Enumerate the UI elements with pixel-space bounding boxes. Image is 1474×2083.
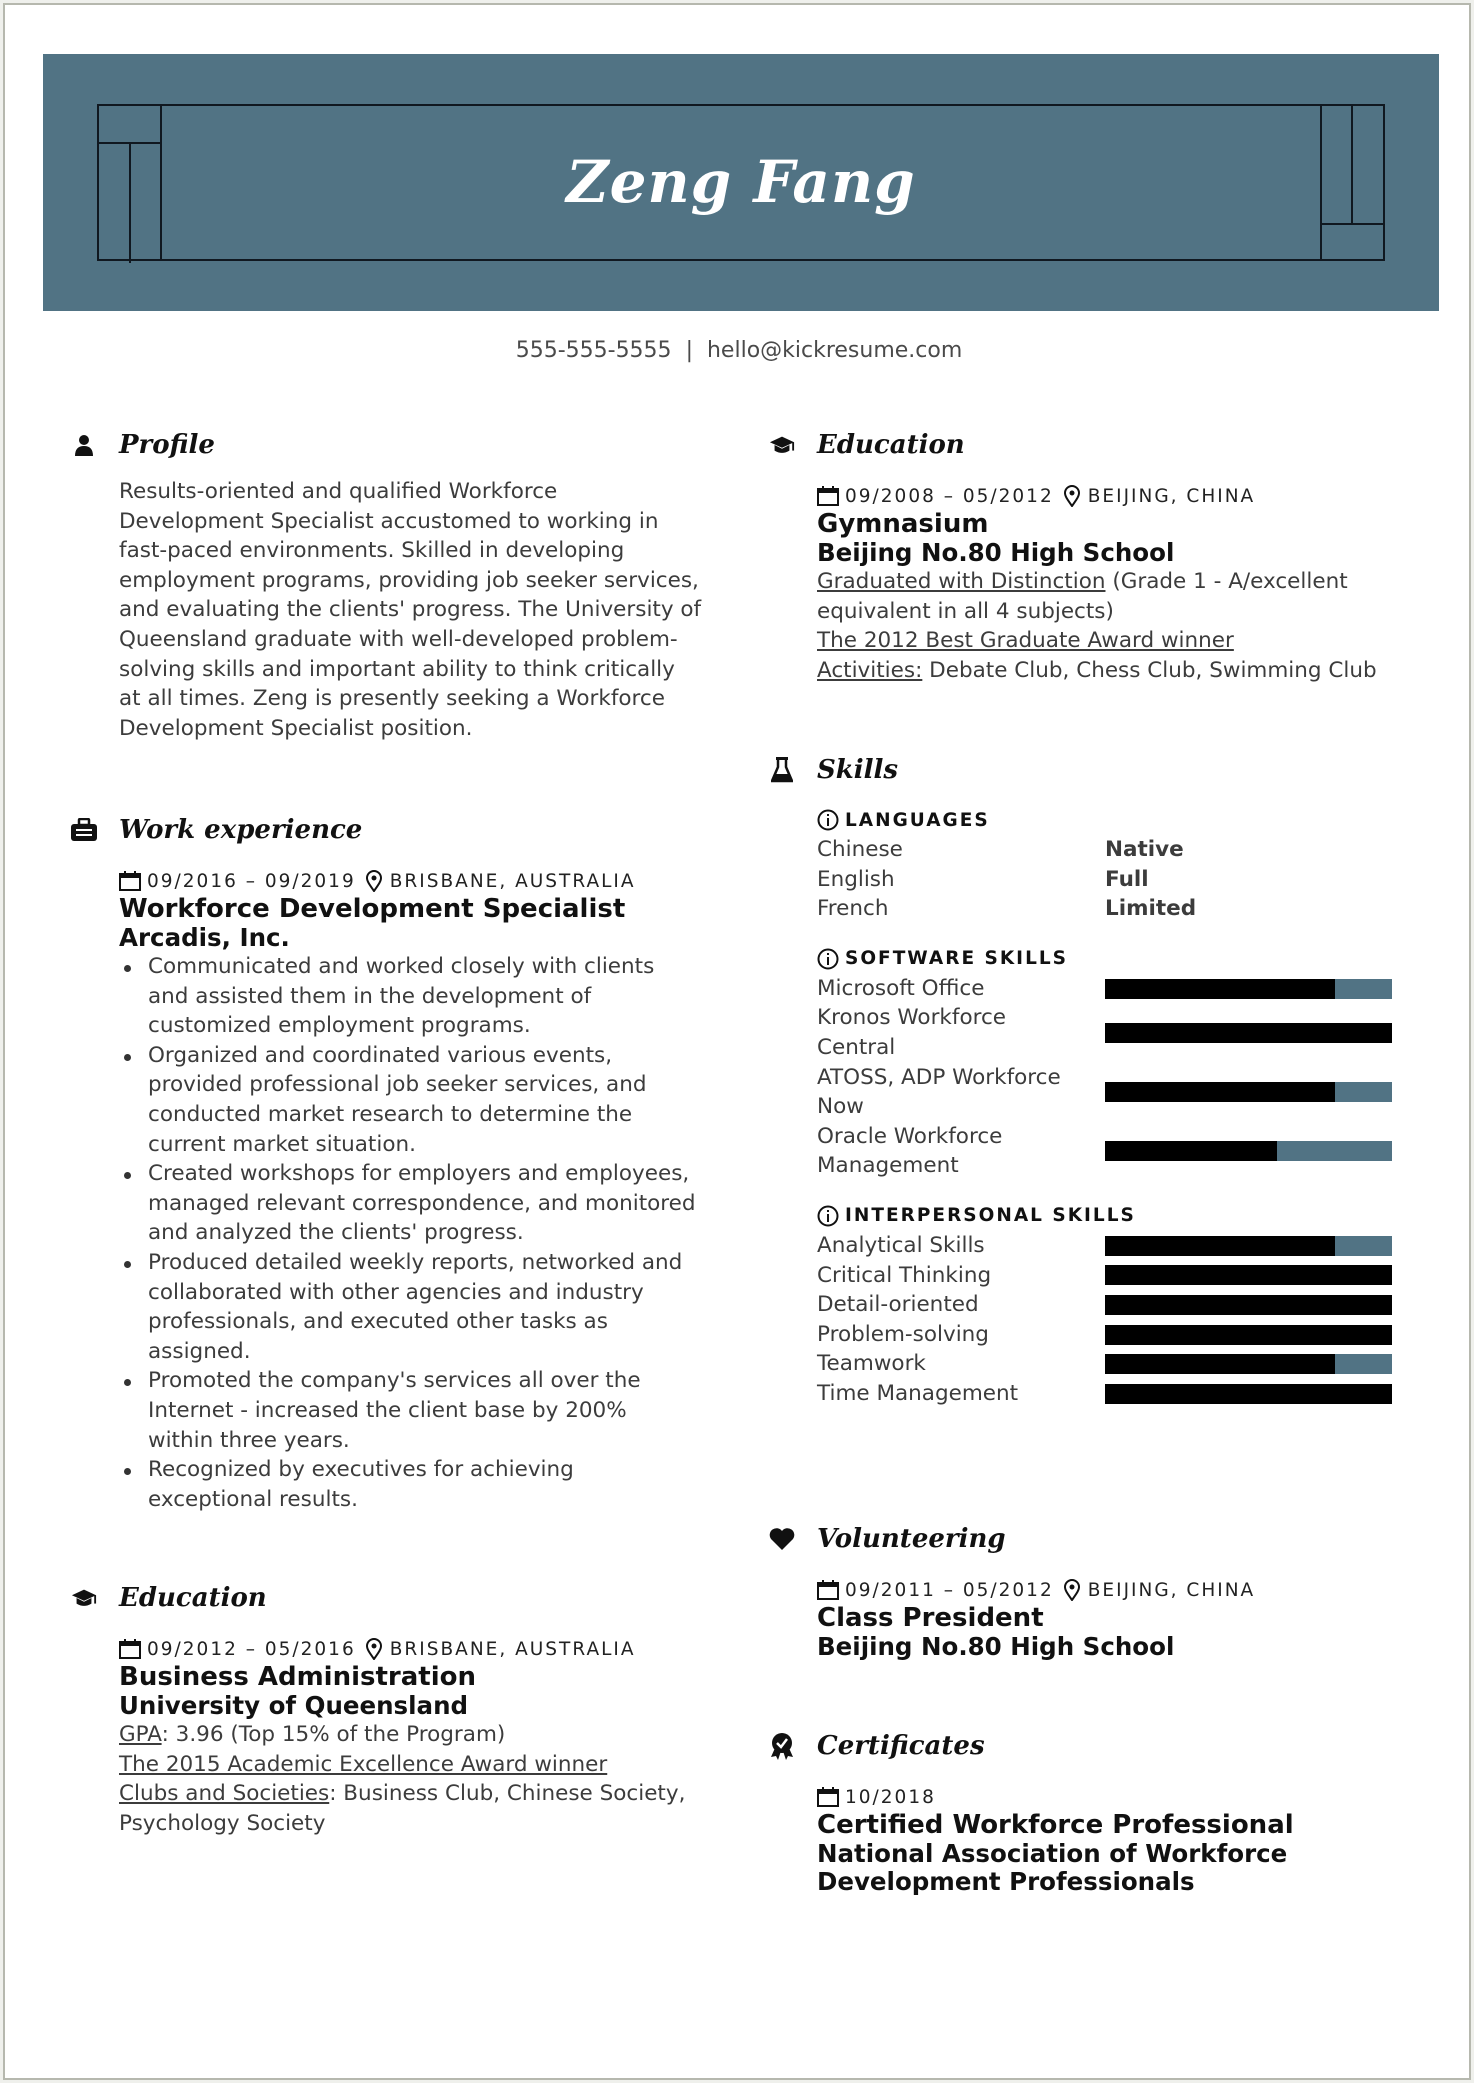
flask-icon [769, 757, 795, 783]
education-section-right [765, 425, 1405, 685]
list-item: Communicated and worked closely with clients and assisted them in the development of customized employment programs. [119, 952, 707, 1041]
distinction-line-2: equivalent in all 4 subjects) [817, 598, 1114, 624]
info-icon [817, 948, 839, 970]
volunteering-role: Class President [817, 1603, 1044, 1633]
clubs-line: Clubs and Societies: Business Club, Chinese Society, [119, 1781, 686, 1807]
education-location-right: BEIJING, CHINA [1087, 485, 1256, 507]
volunteering-org: Beijing No.80 High School [817, 1632, 1175, 1661]
activities-line: Activities: Debate Club, Chess Club, Swimming Club [817, 657, 1377, 683]
interpersonal-skill-row: Time Management [817, 1379, 1405, 1409]
languages-heading: LANGUAGES [817, 805, 1405, 835]
skills-title: Skills [817, 755, 899, 785]
software-skill-row: Microsoft Office [817, 974, 1405, 1004]
school-right: Beijing No.80 High School [817, 538, 1175, 567]
education-location-left: BRISBANE, AUSTRALIA [389, 1638, 636, 1660]
volunteering-location: BEIJING, CHINA [1087, 1579, 1256, 1601]
info-icon [817, 1205, 839, 1227]
clubs-line-2: Psychology Society [119, 1810, 326, 1836]
skill-bar [1105, 1141, 1392, 1161]
skill-bar [1105, 1082, 1392, 1102]
work-title: Work experience [119, 815, 363, 845]
volunteering-meta [817, 1576, 1405, 1604]
award-line-left: The 2015 Academic Excellence Award winner [119, 1751, 608, 1777]
language-row: Chinese Native [817, 837, 1184, 862]
work-bullets [119, 952, 707, 1514]
award-ribbon-icon [769, 1733, 795, 1759]
education-meta-left [119, 1635, 707, 1663]
contact-separator: | [685, 338, 693, 363]
skill-bar [1105, 1236, 1392, 1256]
certificate-meta [817, 1783, 1405, 1811]
software-skill-row: Kronos Workforce Central [817, 1003, 1405, 1062]
certificates-section [765, 1726, 1405, 1896]
location-pin-icon [366, 870, 382, 892]
work-location: BRISBANE, AUSTRALIA [389, 870, 636, 892]
degree-right: Gymnasium [817, 509, 989, 539]
list-item: Produced detailed weekly reports, networked and collaborated with other agencies and industry professionals, and executed other tasks as assigned. [119, 1248, 707, 1366]
award-line-right: The 2012 Best Graduate Award winner [817, 628, 1234, 654]
heart-icon [769, 1526, 795, 1552]
person-icon [71, 432, 97, 458]
briefcase-icon [71, 817, 97, 843]
work-dates: 09/2016 – 09/2019 [147, 870, 356, 892]
certificate-date: 10/2018 [845, 1786, 936, 1808]
certificate-name: Certified Workforce Professional [817, 1810, 1294, 1840]
profile-text: Results-oriented and qualified Workforce Development Specialist accustomed to working in fast-paced environments. Skilled in developing employment programs, providing job seeker services, and evaluating the clients' progress. The University of Queensland graduate with well-developed problem- solving skills and important ability to think critically at all times. Zeng is presently seeking a Workforce Development Specialist position. [119, 479, 702, 741]
education-dates-left: 09/2012 – 05/2016 [147, 1638, 356, 1660]
education-title-left: Education [119, 1583, 267, 1613]
work-section [67, 810, 707, 1514]
phone[interactable]: 555-555-5555 [515, 338, 672, 363]
list-item: Recognized by executives for achieving exceptional results. [119, 1455, 707, 1514]
interpersonal-skill-row: Teamwork [817, 1349, 1405, 1379]
interpersonal-skill-row: Problem-solving [817, 1320, 1405, 1350]
location-pin-icon [1064, 1579, 1080, 1601]
skill-bar [1105, 1325, 1392, 1345]
work-meta [119, 867, 707, 895]
gpa-line: GPA: 3.96 (Top 15% of the Program) [119, 1722, 506, 1747]
distinction-line: Graduated with Distinction (Grade 1 - A/excellent [817, 569, 1348, 594]
work-company: Arcadis, Inc. [119, 923, 290, 952]
calendar-icon [817, 1787, 839, 1807]
location-pin-icon [1064, 485, 1080, 507]
calendar-icon [119, 1639, 141, 1659]
software-skill-row: ATOSS, ADP Workforce Now [817, 1063, 1405, 1122]
graduation-cap-icon [769, 432, 795, 458]
certificate-issuer-2: Development Professionals [817, 1867, 1195, 1896]
interpersonal-skill-row: Detail-oriented [817, 1290, 1405, 1320]
skill-bar [1105, 1295, 1392, 1315]
degree-left: Business Administration [119, 1662, 477, 1692]
graduation-cap-icon [71, 1585, 97, 1611]
education-section-left [67, 1578, 707, 1838]
contact-line [5, 338, 1473, 363]
education-meta-right [817, 482, 1405, 510]
resume-page [3, 3, 1471, 2080]
volunteering-dates: 09/2011 – 05/2012 [845, 1579, 1054, 1601]
calendar-icon [817, 486, 839, 506]
interpersonal-heading: INTERPERSONAL SKILLS [817, 1201, 1405, 1231]
education-title-right: Education [817, 430, 965, 460]
language-row: English Full [817, 866, 1149, 892]
skill-bar [1105, 1023, 1392, 1043]
interpersonal-skill-row: Analytical Skills [817, 1231, 1405, 1261]
candidate-name: Zeng Fang [566, 148, 916, 216]
skill-bar [1105, 979, 1392, 999]
list-item: Created workshops for employers and employees, managed relevant correspondence, and monitored and analyzed the clients' progress. [119, 1159, 707, 1248]
skill-bar [1105, 1354, 1392, 1374]
list-item: Promoted the company's services all over the Internet - increased the client base by 200% within three years. [119, 1366, 707, 1455]
education-dates-right: 09/2008 – 05/2012 [845, 485, 1054, 507]
header-banner [43, 54, 1439, 311]
skill-bar [1105, 1384, 1392, 1404]
school-left: University of Queensland [119, 1691, 469, 1720]
profile-title: Profile [119, 430, 215, 460]
language-row: French Limited [817, 896, 1197, 922]
volunteering-section [765, 1519, 1405, 1661]
work-role: Workforce Development Specialist [119, 894, 626, 924]
list-item: Organized and coordinated various events, provided professional job seeker services, and conducted market research to determine the current market situation. [119, 1041, 707, 1159]
profile-section [67, 425, 707, 743]
certificate-issuer: National Association of Workforce [817, 1839, 1288, 1868]
software-heading: SOFTWARE SKILLS [817, 944, 1405, 974]
calendar-icon [119, 871, 141, 891]
email[interactable]: hello@kickresume.com [706, 338, 963, 363]
interpersonal-skill-row: Critical Thinking [817, 1261, 1405, 1291]
software-skill-row: Oracle Workforce Management [817, 1122, 1405, 1181]
volunteering-title: Volunteering [817, 1524, 1006, 1554]
skill-bar [1105, 1265, 1392, 1285]
skills-section [765, 750, 1405, 1409]
calendar-icon [817, 1580, 839, 1600]
certificates-title: Certificates [817, 1731, 985, 1761]
location-pin-icon [366, 1638, 382, 1660]
info-icon [817, 809, 839, 831]
